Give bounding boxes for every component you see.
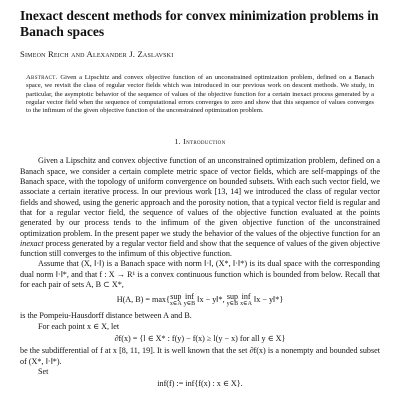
equation-subdifferential: ∂f(x) = {l ∈ X* : f(y) − f(x) ≥ l(y − x) for all y ∈ X} <box>114 333 286 343</box>
paragraph-1: Given a Lipschitz and convex objective function of an unconstrained optimization problem, defined on a Banach space, we consider a certain complete metric space of vector fields, which are self-mappings of the Banach space, with the topology of uniform convergence on bounded subsets. With each such vector field, we associate a certain iterative process. In our previous work [13, 14] we introduced the class of regular vector fields and showed, using the generic approach and the porosity notion, that a typical vector field is regular and that for a regular vector field, the sequence of values of the objective function evaluated at the points generated by our process tends to the infimum of the given objective function of the unconstrained optimization problem. In the present paper we study the behavior of the values of the objective function for an inexact process generated by a regular vector field and show that the sequence of values of the given objective function still converges to the infimum of this objective function. <box>20 156 380 259</box>
paragraph-4: be the subdifferential of f at x [8, 11, 19]. It is well known that the set ∂f(x) is a nonempty and bounded subset of (X*, ‖·‖*). <box>20 346 380 366</box>
paper-authors <box>20 49 380 59</box>
paragraph-2: Assume that (X, ‖·‖) is a Banach space with norm ‖·‖, (X*, ‖·‖*) is its dual space with the corresponding dual norm ‖·‖*, and that f : X → R¹ is a convex continuous function which is bounded from below. Recall that for each pair of sets A, B ⊂ X*, <box>20 259 380 290</box>
emphasis: inexact <box>20 238 44 248</box>
abstract-text: Given a Lipschitz and convex objective function of an unconstrained optimization problem, defined on a Banach space, we revisit the class of regular vector fields which was introduced in our previous work on descent methods. We study, in particular, the asymptotic behavior of the sequence of values of the objective function for a certain inexact process generated by a regular vector field when the sequence of computational errors converges to zero and show that this sequence of values converges to the infimum of the given objective function of the unconstrained optimization problem. <box>26 74 374 115</box>
section-heading: 1. Introduction <box>174 137 226 147</box>
abstract-label: Abstract. <box>26 74 58 81</box>
body-text <box>20 156 380 389</box>
equation-hausdorff: H(A, B) = max{ sup x∈A inf y∈B ‖x − y‖*, sup y∈B inf x∈A ‖x − y‖*} <box>116 292 284 308</box>
paragraph-5: Set <box>38 366 49 376</box>
paper-title: Inexact descent methods for convex minimization problems in Banach spaces <box>20 8 379 39</box>
equation-infimum: inf(f) := inf{f(x) : x ∈ X}. <box>157 379 243 389</box>
paragraph-3: For each point x ∈ X, let <box>38 321 120 331</box>
abstract <box>26 74 374 115</box>
paragraph-2b: is the Pompeiu-Hausdorff distance between A and B. <box>20 311 192 321</box>
author-names: Simeon Reich and Alexander J. Zaslavski <box>20 49 174 59</box>
